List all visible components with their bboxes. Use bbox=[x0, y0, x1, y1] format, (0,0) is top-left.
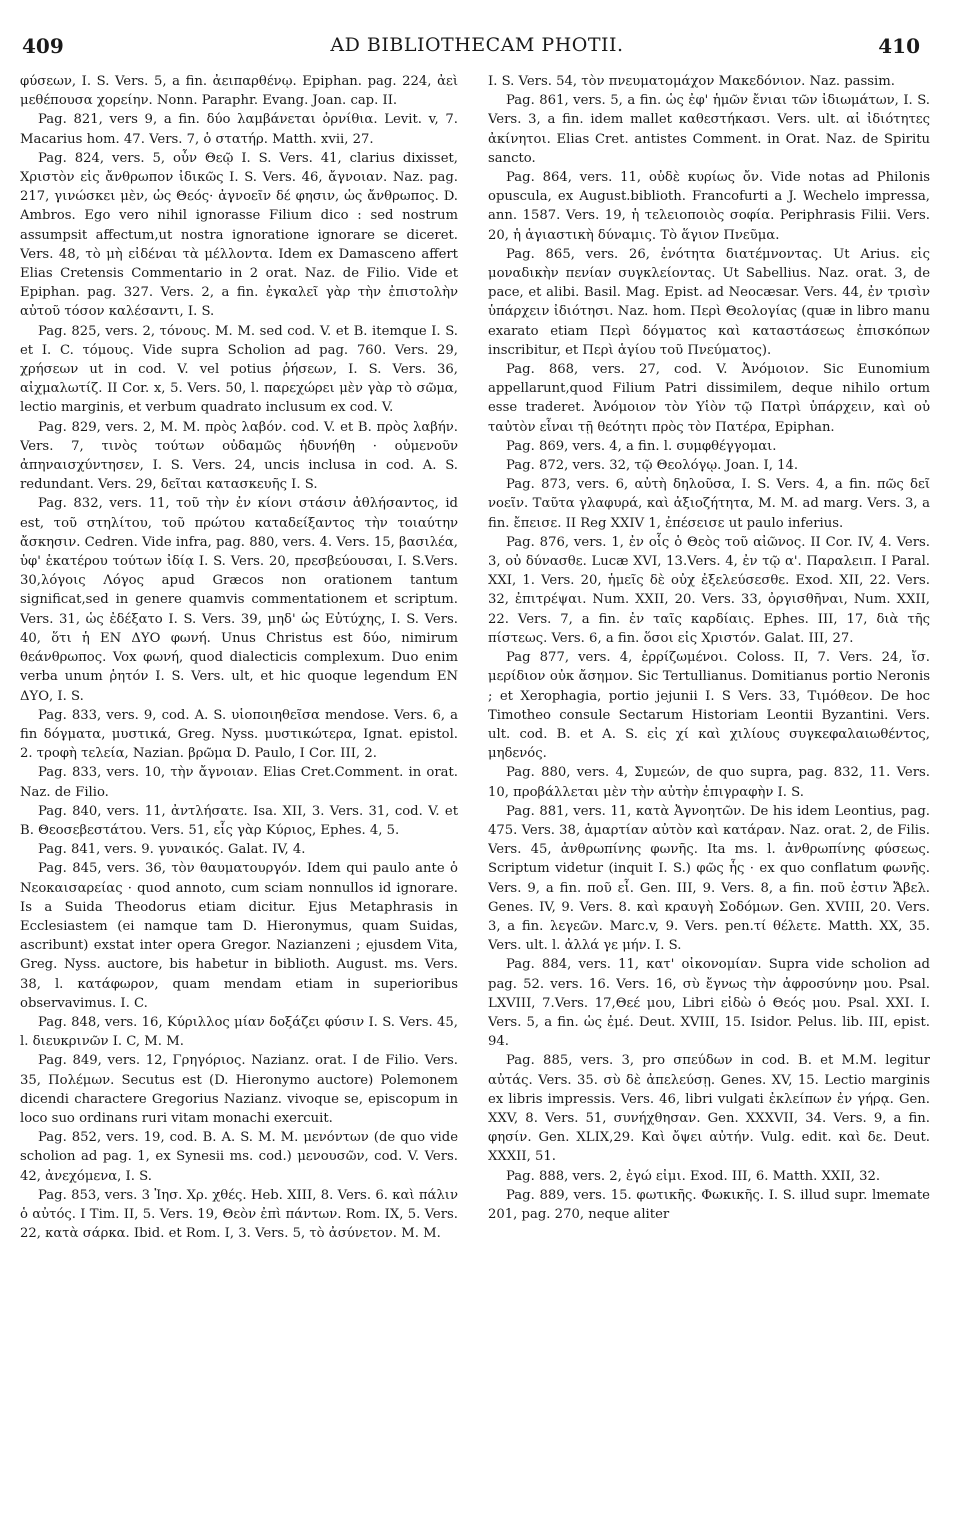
note-paragraph: I. S. Vers. 54, τὸν πνευματομάχον Μακεδόνιον. Naz. passim. bbox=[488, 74, 895, 89]
note-paragraph: Pag. 880, vers. 4, Συμεών, de quo supra, pag. 832, 11. Vers. 10, προβάλλεται μὲν τὴν αὐτὴν ἐπιγραφὴν I. S. bbox=[488, 765, 930, 800]
note-paragraph: Pag. 840, vers. 11, ἀντλήσατε. Isa. XII, 3. Vers. 31, cod. V. et B. Θεοσεβεστάτου. Vers. 51, εἷς γὰρ Κύριος, Ephes. 4, 5. bbox=[20, 803, 458, 838]
note-paragraph: Pag. 885, vers. 3, pro σπεύδων in cod. B. et M.M. legitur αὐτάς. Vers. 35. σὺ δὲ ἀπελεύσῃ. Genes. XV, 15. Lectio marginis ex libris impressis. Vers. 46, libri vulgati ἐκλείπων ἐν γήρᾳ. Gen. XXV, 8. Vers. 51, συνήχθησαν. Gen. XXXVII, 34. Vers. 9, a fin. φησίν. Gen. XLIX,29. Καὶ ὄψει αὐτήν. Vulg. edit. καὶ δε. Deut. XXXII, 51. bbox=[488, 1053, 930, 1165]
note-paragraph: Pag 877, vers. 4, ἐρρίζωμένοι. Coloss. II, 7. Vers. 24, ἴσ. μερίδιον οὐκ ἄσημον. Sic Tertullianus. Domitianus portio Neronis ; et Xerophagia, portio jejunii I. S Vers. 33, Τιμόθεον. De hoc Timotheo consule Sectarum Historiam Leontii Byzantini. Vers. ult. cod. B. et A. S. εἰς χί καὶ χιλίους συγκεφαλαιωθέντος, μηδενός. bbox=[488, 650, 930, 762]
note-paragraph: Pag. 873, vers. 6, αὐτὴ δηλοῦσα, I. S. Vers. 4, a fin. πῶς δεῖ νοεῖν. Ταῦτα γλαφυρά, καὶ ἀξιοζήτητα, M. M. ad marg. Vers. 3, a fin. ἔπεισε. II Reg XXIV 1, ἐπέσεισε ut paulo inferius. bbox=[488, 477, 930, 531]
note-paragraph: Pag. 833, vers. 9, cod. A. S. υἱοποιηθεῖσα mendose. Vers. 6, a fin δόγματα, μυστικά, Greg. Nyss. μυστικώτερα, Ignat. epistol. 2. τροφὴ τελεία, Nazian. βρῶμα D. Paulo, I Cor. III, 2. bbox=[20, 707, 458, 762]
left-column bbox=[20, 72, 458, 1530]
note-paragraph: Pag. 868, vers. 27, cod. V. Ἀνόμοιον. Sic Eunomium appellarunt,quod Filium Patri dissimilem, deque nihilo ortum esse traderet. Ἀνόμοιον τὸν Υἱὸν τῷ Πατρὶ ὑπάρχειν, καὶ οὐ ταὐτὸν εἶναι τῇ θεότητι πρὸς τὸν Πατέρα, Epiphan. bbox=[488, 362, 930, 435]
note-paragraph: Pag. 869, vers. 4, a fin. l. συμφθέγγομαι. bbox=[506, 438, 777, 454]
note-paragraph: Pag. 861, vers. 5, a fin. ὡς ἐφ' ἡμῶν ἔνιαι τῶν ἰδιωμάτων, I. S. Vers. 3, a fin. idem mallet καθεστήκασι. Vers. ult. αἱ ἰδιότητες ἀκίνητοι. Elias Cret. antistes Comment. in Orat. Naz. de Spiritu sancto. bbox=[488, 93, 930, 166]
note-paragraph: φύσεων, I. S. Vers. 5, a fin. ἀειπαρθένῳ. Epiphan. pag. 224, ἀεὶ μεθέπουσα χορείην. Nonn. Paraphr. Evang. Joan. cap. II. bbox=[20, 74, 458, 109]
note-paragraph: Pag. 889, vers. 15. φωτικῆς. Φωκικῆς. I. S. illud supr. lmemate 201, pag. 270, neque aliter bbox=[488, 1187, 930, 1222]
note-paragraph: Pag. 832, vers. 11, τοῦ τὴν ἐν κίονι στάσιν ἀθλήσαντος, id est, τοῦ στηλίτου, τοῦ πρώτου καταδείξαντος τὴν τοιαύτην ἄσκησιν. Cedren. Vide infra, pag. 880, vers. 4. Vers. 15, βασιλέα, ὑφ' ἑκατέρου τούτων ἰδίᾳ I. S. Vers. 20, πρεσβεύουσαι, I. S.Vers. 30,λόγοις Λόγος apud Græcos non orationem tantum significat,sed in genere quamvis commentationem et scriptum. Vers. 31, ὡς ἐδέξατο I. S. Vers. 39, μηδ' ὡς Εὐτύχης, I. S. Vers. 40, ὅτι ἡ ΕΝ ΔΥΟ φωνή. Unus Christus est δύο, nimirum θεάνθρωπος. Vox φωνή, quod dialecticis complexum. Duo enim verba unum ῥητόν I. S. Vers. ult, et hic quoque legendum ΕΝ ΔΥΟ, I. S. bbox=[20, 496, 458, 704]
note-paragraph: Pag. 849, vers. 12, Γρηγόριος. Nazianz. orat. I de Filio. Vers. 35, Πολέμων. Secutus est (D. Hieronymo auctore) Polemonem dicendi charactere Gregorius Nazianz. vivoque se, episcopum in loco suo ordinans ruri vitam monachi exercuit. bbox=[20, 1053, 458, 1126]
note-paragraph: Pag. 845, vers. 36, τὸν θαυματουργόν. Idem qui paulo ante ὁ Νεοκαισαρείας · quod annoto, cum sciam nonnullos id ignorare. Is a Suida Theodorus etiam dicitur. Ejus Metaphrasis in Ecclesiastem (ei namque tam D. Hieronymus, quam Suidas, ascribunt) exstat inter opera Gregor. Nazianzeni ; ejusdem Vita, Greg. Nyss. auctore, bis habetur in biblioth. August. ms. Vers. 38, l. κατάφωρον, quam mendam etiam in superioribus observavimus. I. C. bbox=[20, 861, 458, 1011]
note-paragraph: Pag. 825, vers. 2, τόνους. M. M. sed cod. V. et B. itemque I. S. et I. C. τόμους. Vide supra Scholion ad pag. 760. Vers. 29, χρήσεων ut in cod. V. vel potius ῥήσεων, I. S. Vers. 36, αἰχμαλωτίζ. II Cor. x, 5. Vers. 50, l. παρεχώρει μὲν γὰρ τὸ σῶμα, lectio marginis, et verbum quadrato inclusum ex cod. V. bbox=[20, 323, 458, 416]
note-paragraph: Pag. 829, vers. 2, M. M. πρὸς λαβόν. cod. V. et B. πρὸς λαβήν. Vers. 7, τινὸς τούτων οὐδαμῶς ἡδυνήθη · οὐμενοῦν ἀπηναισχύντησεν, I. S. Vers. 24, uncis inclusa in cod. A. S. redundant. Vers. 29, δεῖται κατασκευῆς I. S. bbox=[20, 419, 458, 493]
running-title: AD BIBLIOTHECAM PHOTII. bbox=[330, 34, 624, 56]
note-paragraph: Pag. 848, vers. 16, Κύριλλος μίαν δοξάζει φύσιν I. S. Vers. 45, l. διευκρινῶν I. C, M. M. bbox=[20, 1014, 458, 1050]
note-paragraph: Pag. 872, vers. 32, τῷ Θεολόγῳ. Joan. I, 14. bbox=[506, 458, 799, 474]
note-paragraph: Pag. 865, vers. 26, ἑνότητα διατέμνοντας. Ut Arius. εἰς μοναδικὴν πενίαν συγκλείοντας. Ut Sabellius. Naz. orat. 3, de pace, et alibi. Basil. Mag. Epist. ad Neocæsar. Vers. 44, ἐν τρισὶν ὑπάρχειν ἰδιότησι. Naz. hom. Περὶ Θεολογίας (quæ in libro manu exarato etiam Περὶ δόγματος καὶ καταστάσεως ἐπισκόπων inscribitur, et Περὶ ἁγίου τοῦ Πνεύματος). bbox=[488, 246, 930, 358]
page-header bbox=[0, 0, 954, 60]
note-paragraph: Pag. 888, vers. 2, ἐγώ εἰμι. Exod. III, 6. Matth. XXII, 32. bbox=[506, 1168, 881, 1184]
page-number-right: 410 bbox=[878, 34, 920, 58]
note-paragraph: Pag. 881, vers. 11, κατὰ Ἀγνοητῶν. De his idem Leontius, pag. 475. Vers. 38, ἁμαρτίαν αὐτὸν καὶ κατάραν. Naz. orat. 2, de Filis. Vers. 45, ἀνθρωπίνης φωνῆς. Ita ms. l. ἀνθρωπίνης φύσεως. Scriptum videtur (inquit I. S.) φῶς ἧς · ex quo conflatum φωνῆς. Vers. 9, a fin. ποῦ εἶ. Gen. III, 9. Vers. 8, a fin. ποῦ ἐστιν Ἄβελ. Genes. IV, 9. Vers. 8. καὶ κραυγὴ Σοδόμων. Gen. XVIII, 20. Vers. 3, a fin. λεγεῶν. Marc.v, 9. Vers. pen.τί θέλετε. Matth. XX, 35. Vers. ult. l. ἀλλά γε μήν. I. S. bbox=[488, 803, 930, 954]
page-number-left: 409 bbox=[22, 34, 64, 58]
note-paragraph: Pag. 853, vers. 3 Ἰησ. Χρ. χθές. Heb. XIII, 8. Vers. 6. καὶ πάλιν ὁ αὐτός. I Tim. II, 5. Vers. 19, Θεὸν ἐπὶ πάντων. Rom. IX, 5. Vers. 22, κατὰ σάρκα. Ibid. et Rom. I, 3. Vers. 5, τὸ ἀσύνετον. M. M. bbox=[20, 1187, 458, 1242]
note-paragraph: Pag. 841, vers. 9. γυναικός. Galat. IV, 4. bbox=[38, 842, 306, 858]
note-paragraph: Pag. 884, vers. 11, κατ' οἰκονομίαν. Supra vide scholion ad pag. 52. vers. 16. Vers. 16, σὺ ἔγνως τὴν ἀφροσύνην μου. Psal. LXVIII, 7.Vers. 17,Θεέ μου, Libri εἰδὼ ὁ Θεός μου. Psal. XXI. I. Vers. 5, a fin. ὡς ἐμέ. Deut. XVIII, 15. Isidor. Pelus. lib. III, epist. 94. bbox=[488, 957, 930, 1050]
note-paragraph: Pag. 833, vers. 10, τὴν ἄγνοιαν. Elias Cret.Comment. in orat. Naz. de Filio. bbox=[20, 765, 458, 800]
note-paragraph: Pag. 824, vers. 5, οὖν Θεῷ I. S. Vers. 41, clarius dixisset, Χριστὸν εἰς ἄνθρωπον ἰδικῶς I. S. Vers. 46, ἄγνοιαν. Naz. pag. 217, γινώσκει μὲν, ὡς Θεός· ἀγνοεῖν δέ φησιν, ὡς ἄνθρωπος. D. Ambros. Ego vero nihil ignorasse Filium dico : sed nostrum assumpsit affectum,ut nostra ignoratione ignorare se diceret. Vers. 48, τὸ μὴ εἰδέναι τὰ μέλλοντα. Idem ex Damasceno affert Elias Cretensis Commentario in 2 orat. Naz. de Filio. Vide et Epiphan. pag. 327. Vers. 2, a fin. ἐγκαλεῖ γὰρ τὴν ἐπιστολὴν αὐτοῦ τόσον καλέσαντι, I. S. bbox=[20, 150, 458, 320]
right-column bbox=[488, 72, 930, 1530]
note-paragraph: Pag. 852, vers. 19, cod. B. A. S. M. M. μενόντων (de quo vide scholion ad pag. 1, ex Synesii ms. cod.) μενουσῶν, cod. V. Vers. 42, ἀνεχόμενα, I. S. bbox=[20, 1130, 458, 1184]
note-paragraph: Pag. 821, vers 9, a fin. δύο λαμβάνεται ὀρνίθια. Levit. v, 7. Macarius hom. 47. Vers. 7, ὁ στατήρ. Matth. xvii, 27. bbox=[20, 112, 458, 147]
note-paragraph: Pag. 876, vers. 1, ἐν οἷς ὁ Θεὸς τοῦ αἰῶνος. II Cor. IV, 4. Vers. 3, οὐ δύνασθε. Lucæ XVI, 13.Vers. 4, ἐν τῷ α'. Παραλειπ. I Paral. XXI, 1. Vers. 20, ἡμεῖς δὲ οὐχ ἐξελεύσεσθε. Exod. XII, 22. Vers. 32, ἐπιτρέψαι. Num. XXII, 20. Vers. 33, ὀργισθῆναι, Num. XXII, 22. Vers. 7, a fin. ἐν ταῖς καρδίαις. Ephes. III, 17, διὰ τῆς πίστεως. Vers. 6, a fin. ὅσοι εἰς Χριστόν. Galat. III, 27. bbox=[488, 534, 930, 646]
note-paragraph: Pag. 864, vers. 11, οὐδὲ κυρίως ὄν. Vide notas ad Philonis opuscula, ex August.biblioth. Francofurti a J. Wechelo impressa, ann. 1587. Vers. 19, ἡ τελειοποιὸς σοφία. Periphrasis Filii. Vers. 20, ἡ ἁγιαστικὴ δύναμις. Τὸ ἅγιον Πνεῦμα. bbox=[488, 170, 930, 243]
